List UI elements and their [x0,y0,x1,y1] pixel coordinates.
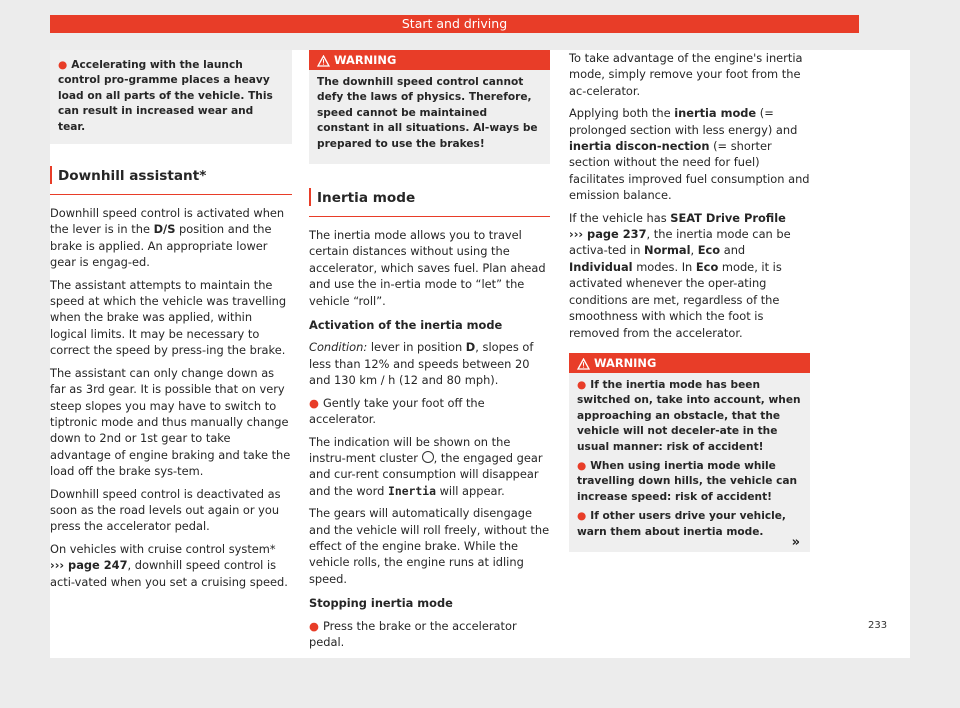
warning-header: WARNING [569,353,810,373]
heading-bar [309,188,311,206]
paragraph: The gears will automatically disengage and the vehicle will roll freely, without the effect of the engine brake. While the vehicle rolls, the engine runs at idling speed. [309,506,550,586]
warning-box [569,353,810,552]
bullet-icon: ● [577,459,587,472]
paragraph: Downhill speed control is deactivated as soon as the road levels out again or you press the accelerator pedal. [50,486,281,534]
paragraph: On vehicles with cruise control system* ››› page 247, downhill speed control is acti-vated when you set a cruising speed. [50,541,288,589]
warning-triangle-icon [577,358,590,370]
continue-arrow-icon: » [791,534,800,550]
instrument-cluster-icon [422,451,434,463]
bullet-icon: ● [577,378,587,391]
paragraph: The indication will be shown on the instru-ment cluster , the engaged gear and cur-rent consumption will disappear and the word Inertia will appear. [309,434,543,498]
note-text: Accelerating with the launch control pro-gramme places a heavy load on all parts of the vehicle. This can result in increased wear and tear. [58,59,273,133]
paragraph: The inertia mode allows you to travel certain distances without using the accelerator, which saves fuel. Plan ahead and use the in-ertia mode to “let” the vehicle “roll”. [309,228,546,308]
page-link[interactable]: ››› page 237 [569,227,647,242]
heading-downhill-assistant [50,166,292,195]
list-item: ● Gently take your foot off the accelerator. [309,395,485,427]
list-item: ● Press the brake or the accelerator pedal. [309,618,517,649]
paragraph: If the vehicle has SEAT Drive Profile ››› page 237, the inertia mode can be activa-ted in Normal, Eco and Individual modes. In Eco mode, it is activated whenever the oper-ating conditions are met, regardless of the smoothness with which the foot is removed from the accelerator. [569,210,791,340]
bullet-icon: ● [309,618,319,633]
column-middle [309,50,550,656]
bullet-icon: ● [309,395,319,410]
warning-item: ● When using inertia mode while travelling down hills, the vehicle can increase speed: risk of accident! [577,459,798,503]
page-number: 233 [868,620,888,631]
heading-bar [50,166,52,184]
subheading: Stopping inertia mode [309,596,453,611]
paragraph: Condition: lever in position D, slopes of less than 12% and speeds between 20 and 130 km / h (12 and 80 mph). [309,340,534,388]
paragraph: Applying both the inertia mode (= prolonged section with less energy) and inertia discon-nection (= shorter section without the need for fuel) facilitates improved fuel consumption and emission balance. [569,106,810,203]
paragraph: Downhill speed control is activated when the lever is in the D/S position and the brake is applied. An appropriate lower gear is engag-ed. [50,206,285,270]
warning-item: ● If other users drive your vehicle, warn them about inertia mode. [577,510,786,538]
column-right [569,50,810,552]
warning-triangle-icon [317,55,330,67]
heading-inertia-mode [309,188,550,217]
warning-text: The downhill speed control cannot defy the laws of physics. Therefore, speed cannot be maintained constant in all situations. Al-ways be prepared to use the brakes! [317,76,538,150]
warning-box [309,50,550,164]
section-header: Start and driving [50,15,859,33]
column-left [50,50,292,596]
heading-text: Downhill assistant* [58,168,207,185]
paragraph: The assistant attempts to maintain the speed at which the vehicle was travelling when the brake was applied, within logical limits. It may be necessary to correct the speed by press-ing the brake. [50,277,287,358]
warning-header: WARNING [309,50,550,70]
bullet-icon: ● [577,510,587,523]
note-box [50,50,292,144]
bullet-icon: ● [58,59,68,71]
warning-item: ● If the inertia mode has been switched on, take into account, when approaching an obstacle, that the vehicle will not deceler-ate in the usual manner: risk of accident! [577,378,801,453]
page-link[interactable]: ››› page 247 [50,558,128,573]
paragraph: To take advantage of the engine's inertia mode, simply remove your foot from the ac-celerator. [569,51,803,98]
heading-text: Inertia mode [317,190,416,207]
subheading: Activation of the inertia mode [309,318,503,333]
paragraph: The assistant can only change down as far as 3rd gear. It is possible that on very steep slopes you may have to switch to tiptronic mode and thus manually change down to 2nd or 1st gear to take advantage of engine braking and take the load off the brake sys-tem. [50,365,291,479]
